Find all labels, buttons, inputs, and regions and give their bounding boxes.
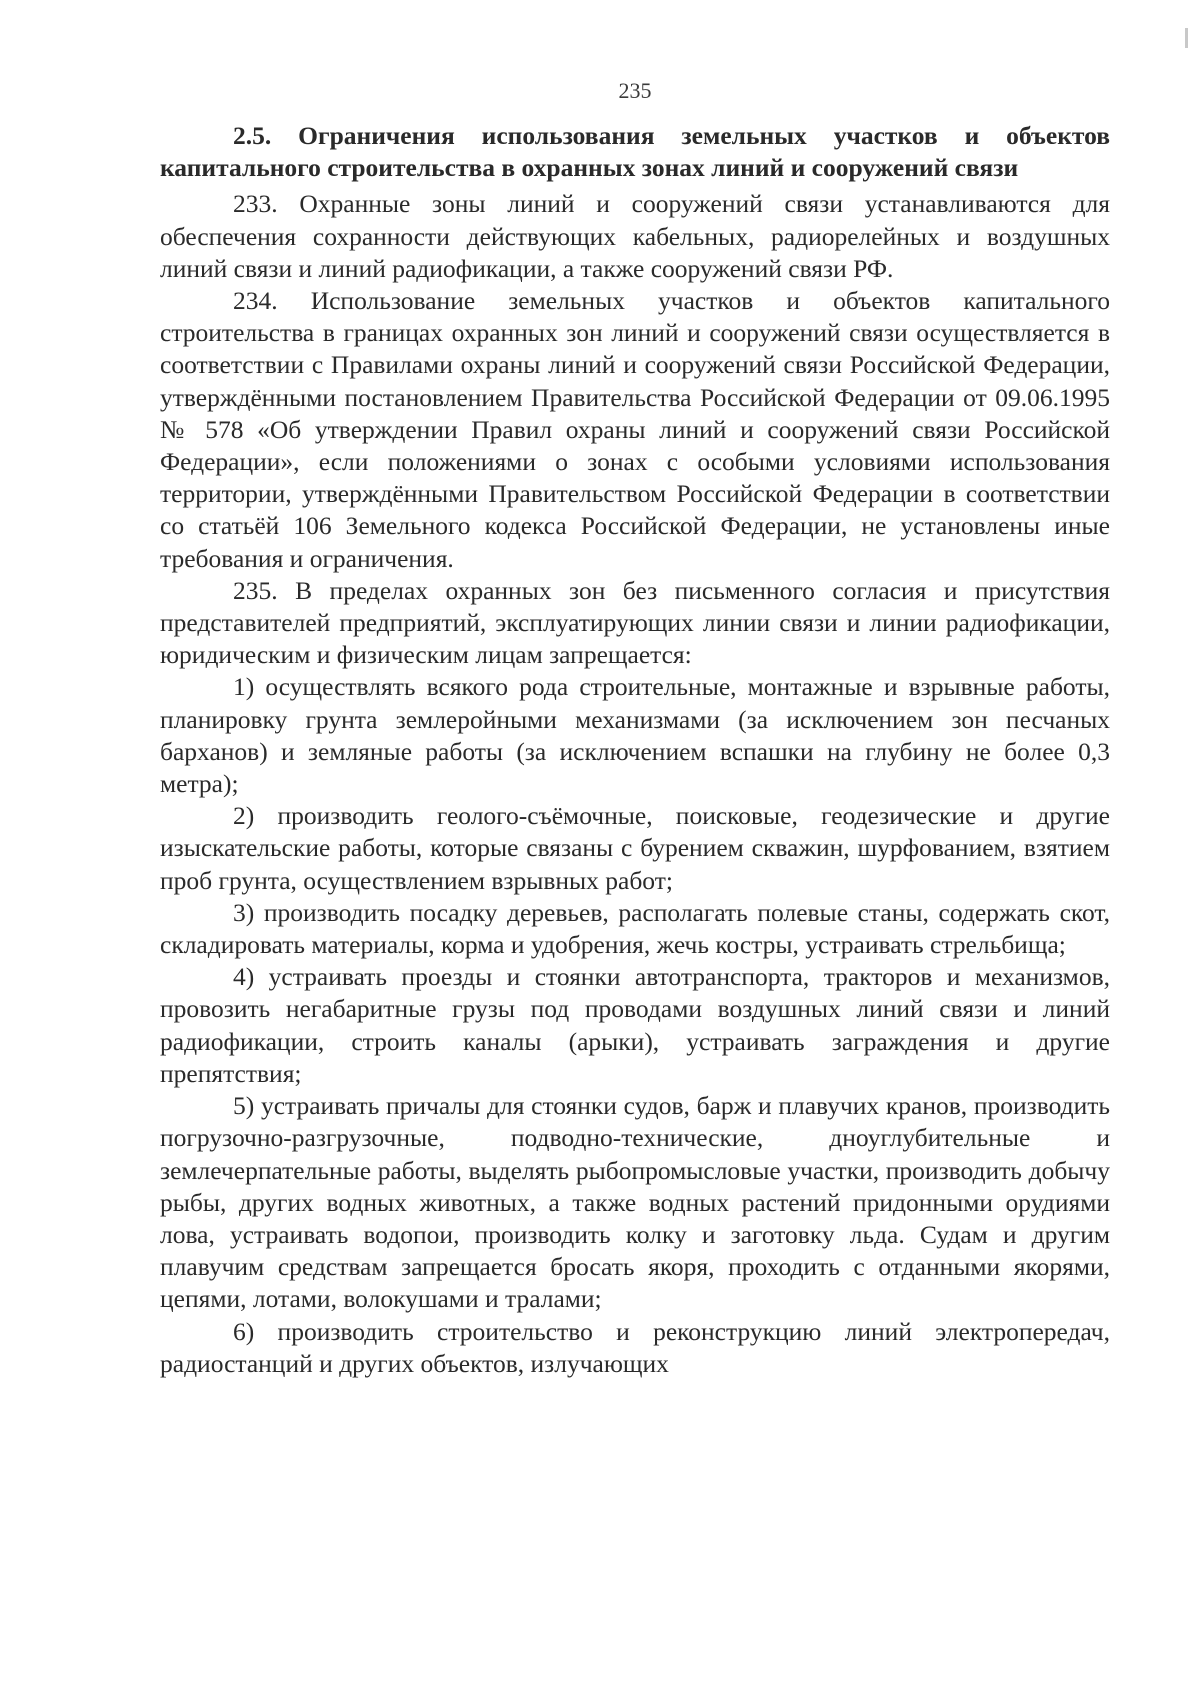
list-item-6: 6) производить строительство и реконструкцию линий электропередач, радиостанций и других объектов, излучающих — [160, 1316, 1110, 1378]
section-heading: 2.5. Ограничения использования земельных участков и объектов капитального строительства в охранных зонах линий и сооружений связи — [160, 121, 1110, 183]
list-item-4: 4) устраивать проезды и стоянки автотранспорта, тракторов и механизмов, провозить негабаритные грузы под проводами воздушных линий связи и линий радиофикации, строить каналы (арыки), устраивать заграждения и другие препятствия; — [160, 962, 1110, 1088]
paragraph-234: 234. Использование земельных участков и объектов капитального строительства в границах охранных зон линий и сооружений связи осуществляется в соответствии с Правилами охраны линий и сооружений связи Российской Федерации, утверждёнными постановлением Правительства Российской Федерации от 09.06.1995 № 578 «Об утверждении Правил охраны линий и сооружений связи Российской Федерации», если положениями о зонах с особыми условиями использования территории, утверждёнными Правительством Российской Федерации в соответствии со статьёй 106 Земельного кодекса Российской Федерации, не установлены иные требования и ограничения. — [160, 286, 1110, 573]
document-body — [160, 120, 1110, 1380]
paragraph-233: 233. Охранные зоны линий и сооружений связи устанавливаются для обеспечения сохранности действующих кабельных, радиорелейных и воздушных линий связи и линий радиофикации, а также сооружений связи РФ. — [160, 189, 1110, 283]
list-item-5: 5) устраивать причалы для стоянки судов, барж и плавучих кранов, производить погрузочно-разгрузочные, подводно-технические, дноуглубительные и землечерпательные работы, выделять рыбопромысловые участки, производить добычу рыбы, других водных животных, а также водных растений придонными орудиями лова, устраивать водопои, производить колку и заготовку льда. Судам и другим плавучим средствам запрещается бросать якоря, проходить с отданными якорями, цепями, лотами, волокушами и тралами; — [160, 1091, 1110, 1314]
page-number: 235 — [618, 78, 652, 103]
list-item-3: 3) производить посадку деревьев, располагать полевые станы, содержать скот, складировать материалы, корма и удобрения, жечь костры, устраивать стрельбища; — [160, 897, 1110, 960]
paragraph-235: 235. В пределах охранных зон без письменного согласия и присутствия представителей предприятий, эксплуатирующих линии связи и линии радиофикации, юридическим и физическим лицам запрещается: — [160, 575, 1110, 670]
list-item-1: 1) осуществлять всякого рода строительные, монтажные и взрывные работы, планировку грунта землеройными механизмами (за исключением зон песчаных барханов) и земляные работы (за исключением вспашки на глубину не более 0,3 метра); — [160, 672, 1110, 799]
scan-edge-mark — [1185, 28, 1188, 48]
list-item-2: 2) производить геолого-съёмочные, поисковые, геодезические и другие изыскательские работы, которые связаны с бурением скважин, шурфованием, взятием проб грунта, осуществлением взрывных работ; — [160, 801, 1110, 895]
